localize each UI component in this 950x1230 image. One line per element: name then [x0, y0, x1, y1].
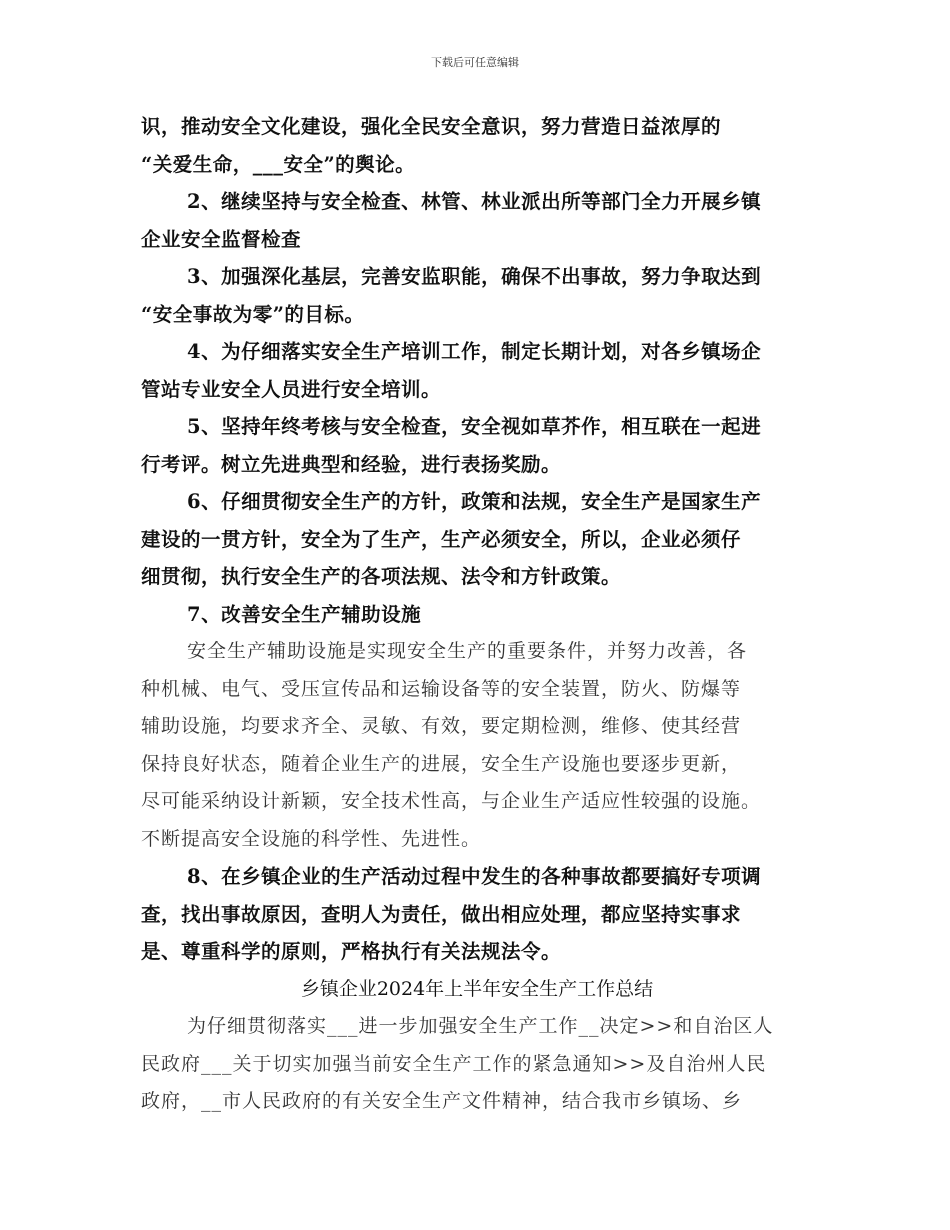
- text-line: 是、尊重科学的原则，严格执行有关法规法令。: [141, 940, 562, 963]
- text-line: “安全事故为零”的目标。: [141, 302, 365, 326]
- section-title: 乡镇企业2024年上半年安全生产工作总结: [300, 977, 654, 1000]
- text-line: 行考评。树立先进典型和经验，进行表扬奖励。: [141, 452, 562, 476]
- text-line: 4、为仔细落实安全生产培训工作，制定长期计划，对各乡镇场企: [187, 340, 762, 363]
- text-line: 6、仔细贯彻安全生产的方针，政策和法规，安全生产是国家生产: [187, 490, 762, 513]
- text-line: 7、改善安全生产辅助设施: [187, 602, 422, 626]
- document-body: [141, 108, 813, 1121]
- text-line: 企业安全监督检查: [141, 227, 302, 251]
- text-line: 不断提高安全设施的科学性、先进性。: [141, 827, 482, 850]
- text-line: 辅助设施，均要求齐全、灵敏、有效，要定期检测，维修、使其经营: [141, 715, 742, 737]
- text-line: 建设的一贯方针，安全为了生产，生产必须安全，所以，企业必须仔: [141, 527, 742, 551]
- text-line: 尽可能采纳设计新颖，安全技术性高，与企业生产适应性较强的设施。: [141, 790, 762, 812]
- text-line: 民政府___关于切实加强当前安全生产工作的紧急通知>>及自治州人民: [141, 1052, 767, 1075]
- text-line: 保持良好状态，随着企业生产的进展，安全生产设施也要逐步更新，: [141, 752, 742, 775]
- text-line: 种机械、电气、受压宣传品和运输设备等的安全装置，防火、防爆等: [141, 677, 742, 700]
- text-line: “关爱生命，___安全”的舆论。: [141, 152, 416, 176]
- text-line: 管站专业安全人员进行安全培训。: [141, 377, 442, 401]
- text-line: 8、在乡镇企业的生产活动过程中发生的各种事故都要搞好专项调: [187, 865, 762, 888]
- text-line: 查，找出事故原因，查明人为责任，做出相应处理，都应坚持实事求: [141, 902, 742, 926]
- page-header: 下载后可任意编辑: [431, 56, 519, 69]
- text-line: 2、继续坚持与安全检查、林管、林业派出所等部门全力开展乡镇: [187, 190, 762, 213]
- text-line: 3、加强深化基层，完善安监职能，确保不出事故，努力争取达到: [187, 265, 762, 288]
- text-line: 为仔细贯彻落实___进一步加强安全生产工作__决定>>和自治区人: [187, 1015, 774, 1037]
- text-line: 细贯彻，执行安全生产的各项法规、法令和方针政策。: [141, 565, 622, 588]
- text-line: 5、坚持年终考核与安全检查，安全视如草芥作，相互联在一起进: [187, 415, 762, 438]
- text-line: 安全生产辅助设施是实现安全生产的重要条件，并努力改善，各: [187, 640, 748, 662]
- text-line: 政府，__市人民政府的有关安全生产文件精神，结合我市乡镇场、乡: [141, 1090, 743, 1112]
- text-line: 识，推动安全文化建设，强化全民安全意识，努力营造日益浓厚的: [141, 115, 722, 138]
